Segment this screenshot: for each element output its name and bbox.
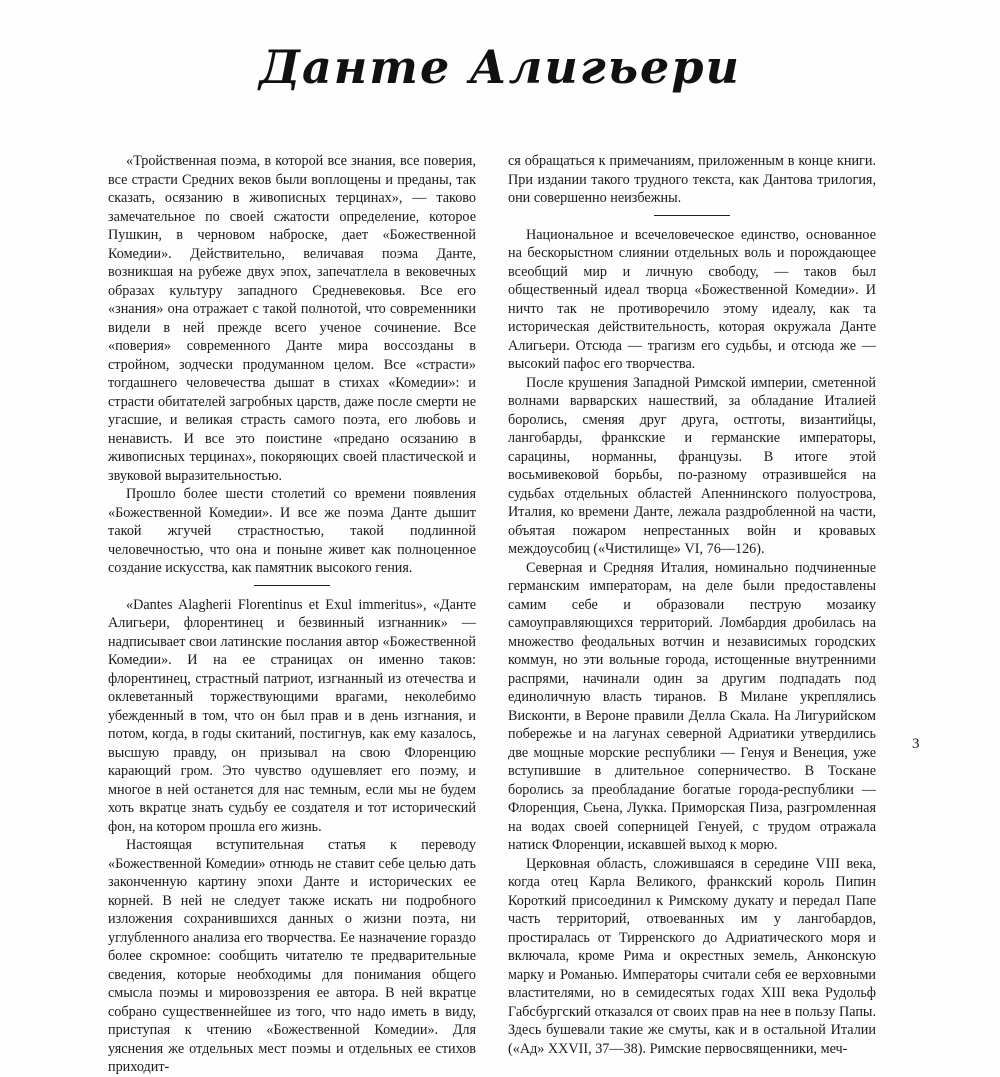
- chapter-title: Данте Алигьери: [259, 40, 741, 94]
- section-divider: [654, 215, 730, 216]
- left-column: [108, 152, 476, 1077]
- section-divider: [254, 585, 330, 586]
- paragraph: Церковная область, сложившаяся в середине VIII века, когда отец Карла Великого, франкский король Пипин Короткий присоединил к Римскому дукату и передал Папе часть территорий, отвоеванных им у лангобардов, простиралась от Тирренского до Адриатического моря и включала, кроме Рима и окрестных земель, Анконскую марку и Романью. Императоры считали себя ее верховными властителями, но в семидесятых годах XIII века Рудольф Габсбургский отказался от своих прав на нее в пользу Папы. Здесь бушевали такие же смуты, как и в остальной Италии («Ад» XXVII, 37—38). Римские первосвященники, меч-: [508, 855, 876, 1057]
- paragraph: Прошло более шести столетий со времени появления «Божественной Комедии». И все же поэма Данте дышит такой жгучей страстностью, такой подлинной человечностью, что она и поныне живет как полноценное создание искусства, как памятник высокого гения.: [108, 486, 476, 576]
- page-number: 3: [912, 736, 920, 752]
- paragraph: Настоящая вступительная статья к переводу «Божественной Комедии» отнюдь не ставит себе целью дать законченную картину эпохи Данте и исторических ее корней. В ней не следует также искать ни подробного изложения сохранившихся данных о жизни поэта, ни углубленного анализа его творчества. Ее назначение гораздо более скромное: сообщить читателю те предварительные сведения, которые необходимы для понимания общего смысла поэмы и мировоззрения ее автора. В ней вкратце собрано существеннейшее из того, что надо иметь в виду, приступая к чтению «Божественной Комедии». Для уяснения же отдельных мест поэмы и отдельных ее стихов приходит-: [108, 837, 476, 1075]
- paragraph: После крушения Западной Римской империи, сметенной волнами варварских нашествий, за обладание Италией боролись, сменяя друг друга, остготы, византийцы, лангобарды, франкские и германские императоры, сарацины, норманны, французы. В итоге этой восьмивековой борьбы, по-разному отразившейся на судьбах отдельных областей Апеннинского полуострова, Италия, ко времени Данте, лежала раздробленной на части, объятая пожаром непрестанных войн и кровавых междоусобиц («Чистилище» VI, 76—126).: [508, 374, 876, 557]
- paragraph: Северная и Средняя Италия, номинально подчиненные германским императорам, на деле были предоставлены самим себе и образовали пеструю мозаику самоуправляющихся территорий. Ломбардия дробилась на множество феодальных вотчин и независимых городских коммун, но эти вольные города, истощенные внутренними распрями, начинали один за другим подпадать под единоличную власть тиранов. В Милане укреплялись Висконти, в Вероне правили Делла Скала. На Лигурийском побережье и на лагунах северной Адриатики утвердились две мощные морские республики — Генуя и Венеция, уже вступившие в длительное соперничество. В Тоскане боролись за преобладание богатые города-республики — Флоренция, Сьена, Лукка. Приморская Пиза, разгромленная на водах своей соперницей Генуей, с трудом отражала натиск Флоренции, искавшей выход к морю.: [508, 559, 876, 853]
- paragraph: Национальное и всечеловеческое единство, основанное на бескорыстном слиянии отдельных воль и порождающее всеобщий мир и личную свободу, — таков был общественный идеал творца «Божественной Комедии». И ничто так не противоречило этому идеалу, как та историческая действительность, которая окружала Данте Алигьери. Отсюда — трагизм его судьбы, и отсюда же — высокий пафос его творчества.: [508, 226, 876, 372]
- paragraph: «Тройственная поэма, в которой все знания, все поверия, все страсти Средних веков были воплощены и преданы, так сказать, осязанию в живописных терцинах», — таково замечательное по своей сжатости определение, которое Пушкин, в черновом наброске, дает «Божественной Комедии». Действительно, величавая поэма Данте, возникшая на рубеже двух эпох, запечатлела в вековечных образах культуру западного Средневековья. Все его «знания» она отражает с такой полнотой, что современники видели в ней прежде всего ученое сочинение. Все «поверия» современного Данте мира воссозданы в стройном, зодчески продуманном целом. Все «страсти» тогдашнего человечества дышат в стихах «Комедии»: и страсти обитателей загробных царств, даже после смерти не угасшие, и великая страсть самого поэта, его любовь и ненависть. И все это поистине «предано осязанию в живописных терцинах», покоряющих своей пластической и звуковой выразительностью.: [108, 153, 476, 484]
- right-column: [508, 152, 876, 1058]
- paragraph: ся обращаться к примечаниям, приложенным в конце книги. При издании такого трудного текста, как Дантова трилогия, они совершенно неизбежны.: [508, 153, 876, 206]
- paragraph: «Dantes Alagherii Florentinus et Exul immeritus», «Данте Алигьери, флорентинец и безвинный изгнанник» — надписывает свои латинские послания автор «Божественной Комедии». И на ее страницах он именно таков: флорентинец, страстный патриот, изгнанный из отечества и оклеветанный торжествующими врагами, неколебимо убежденный в том, что он был прав и в день изгнания, и потом, когда, в годы скитаний, постигнув, как ему казалось, высшую правду, он призывал на свою Флоренцию карающий гром. Это чувство одушевляет его поэму, и многое в ней останется для нас темным, если мы не будем хоть вкратце знать судьбу ее создателя и тот исторический фон, на котором прошла его жизнь.: [108, 596, 476, 835]
